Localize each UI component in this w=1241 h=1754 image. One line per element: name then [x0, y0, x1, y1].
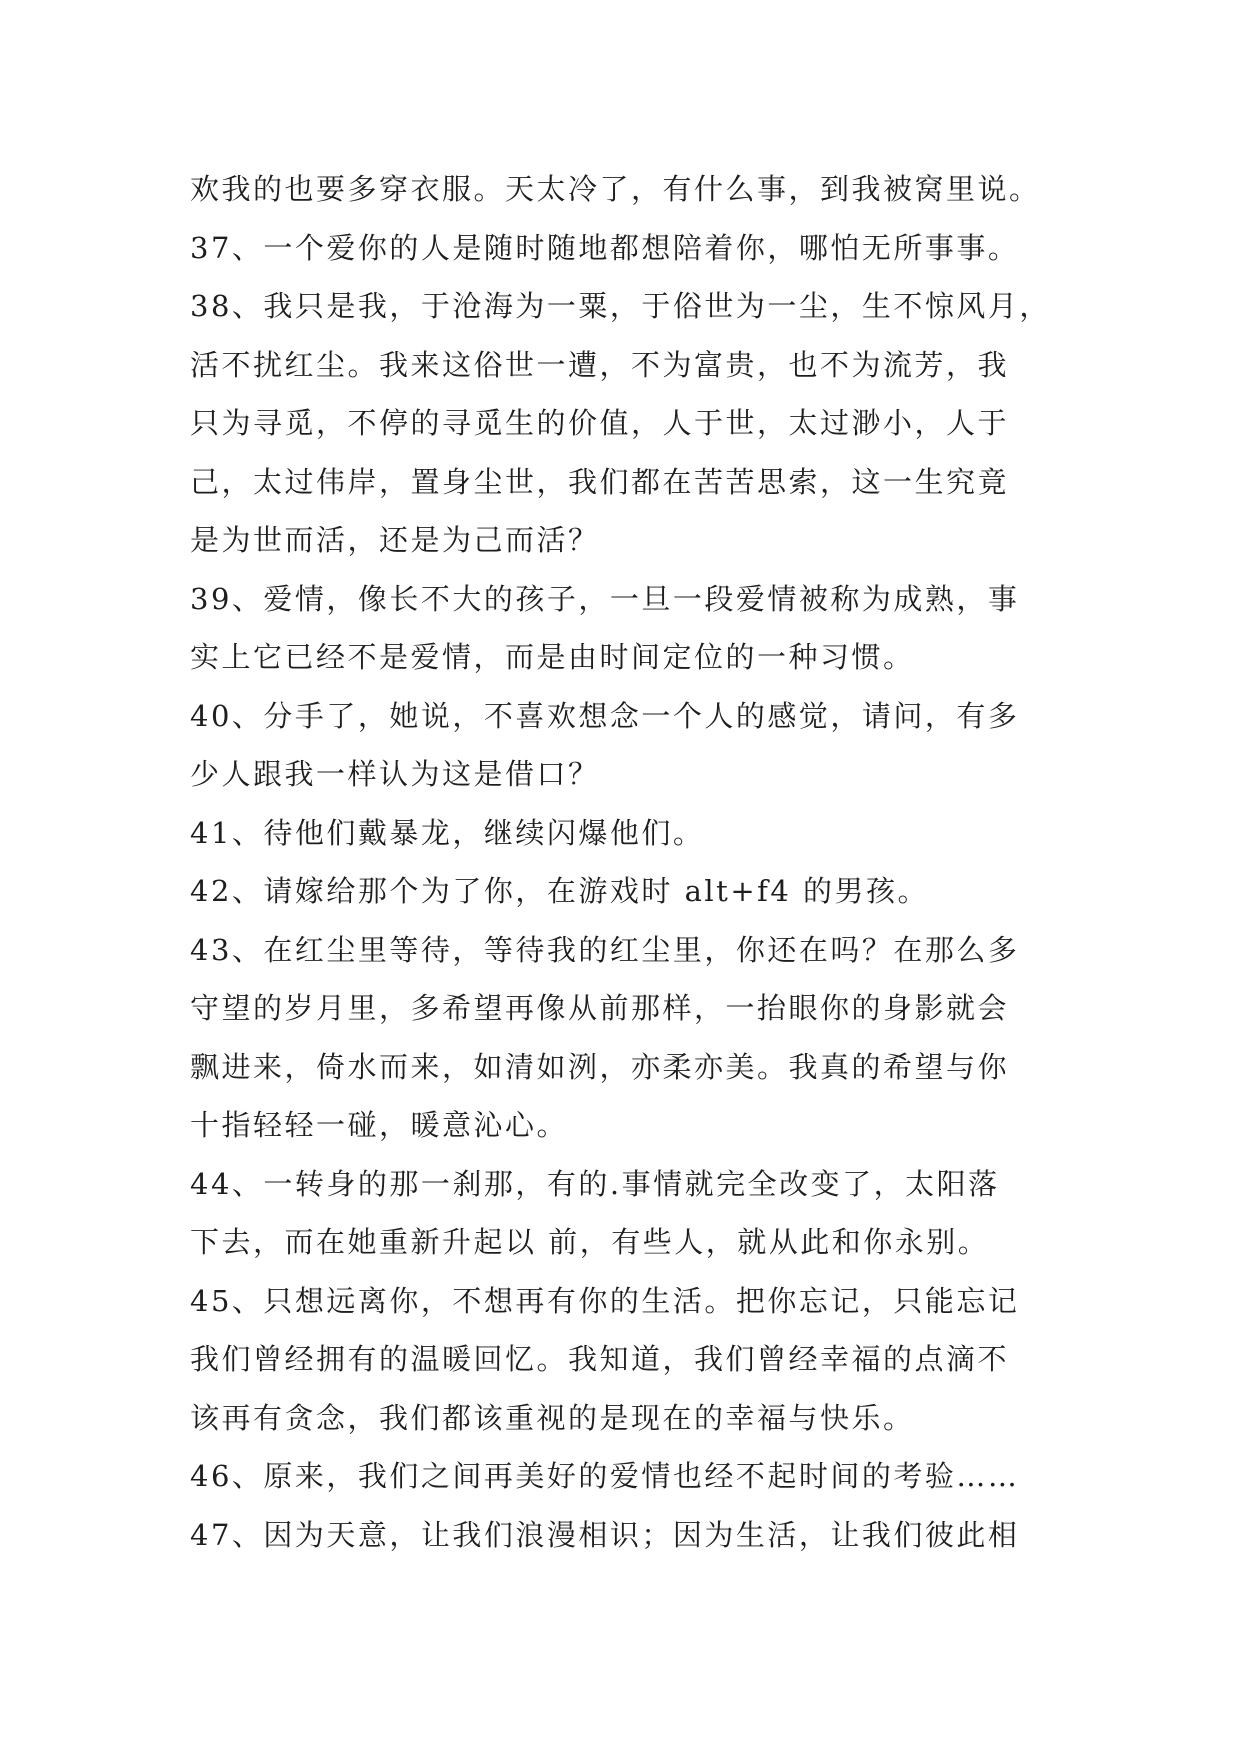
text-line: 41、待他们戴暴龙，继续闪爆他们。: [190, 815, 705, 850]
text-line: 活不扰红尘。我来这俗世一遭，不为富贵，也不为流芳，我: [190, 347, 1010, 382]
text-line: 我们曾经拥有的温暖回忆。我知道，我们曾经幸福的点滴不: [190, 1342, 1010, 1376]
text-line: 44、一转身的那一刹那，有的.事情就完全改变了，太阳落: [190, 1166, 1000, 1201]
text-line: 38、我只是我，于沧海为一粟，于俗世为一尘，生不惊风月，: [190, 289, 1051, 323]
text-line: 46、原来，我们之间再美好的爱情也经不起时间的考验……: [190, 1459, 1020, 1493]
text-line: 只为寻觅，不停的寻觅生的价值，人于世，太过渺小，人于: [190, 406, 1010, 440]
text-line: 是为世而活，还是为己而活？: [190, 523, 600, 557]
text-line: 欢我的也要多穿衣服。天太冷了，有什么事，到我被窝里说。: [190, 172, 1041, 206]
text-line: 39、爱情，像长不大的孩子，一旦一段爱情被称为成熟，事: [190, 581, 1020, 616]
text-line: 少人跟我一样认为这是借口？: [190, 757, 600, 791]
text-line: 十指轻轻一碰，暖意沁心。: [190, 1108, 569, 1142]
text-line: 43、在红尘里等待，等待我的红尘里，你还在吗？在那么多: [190, 932, 1020, 967]
text-line: 42、请嫁给那个为了你，在游戏时 alt+f4 的男孩。: [190, 874, 930, 908]
text-line: 己，太过伟岸，置身尘世，我们都在苦苦思索，这一生究竟: [190, 464, 1010, 499]
text-line: 下去，而在她重新升起以 前，有些人，就从此和你永别。: [190, 1225, 990, 1259]
text-line: 守望的岁月里，多希望再像从前那样，一抬眼你的身影就会: [190, 991, 1010, 1025]
text-line: 47、因为天意，让我们浪漫相识；因为生活，让我们彼此相: [190, 1517, 1020, 1552]
text-line: 37、一个爱你的人是随时随地都想陪着你，哪怕无所事事。: [190, 230, 1020, 265]
text-line: 实上它已经不是爱情，而是由时间定位的一种习惯。: [190, 640, 915, 674]
text-line: 该再有贪念，我们都该重视的是现在的幸福与快乐。: [190, 1400, 915, 1435]
text-line: 45、只想远离你，不想再有你的生活。把你忘记，只能忘记: [190, 1283, 1020, 1318]
text-line: 40、分手了，她说，不喜欢想念一个人的感觉，请问，有多: [190, 698, 1020, 733]
text-line: 飘进来，倚水而来，如清如洌，亦柔亦美。我真的希望与你: [190, 1049, 1010, 1084]
document-text: [190, 160, 1090, 1564]
